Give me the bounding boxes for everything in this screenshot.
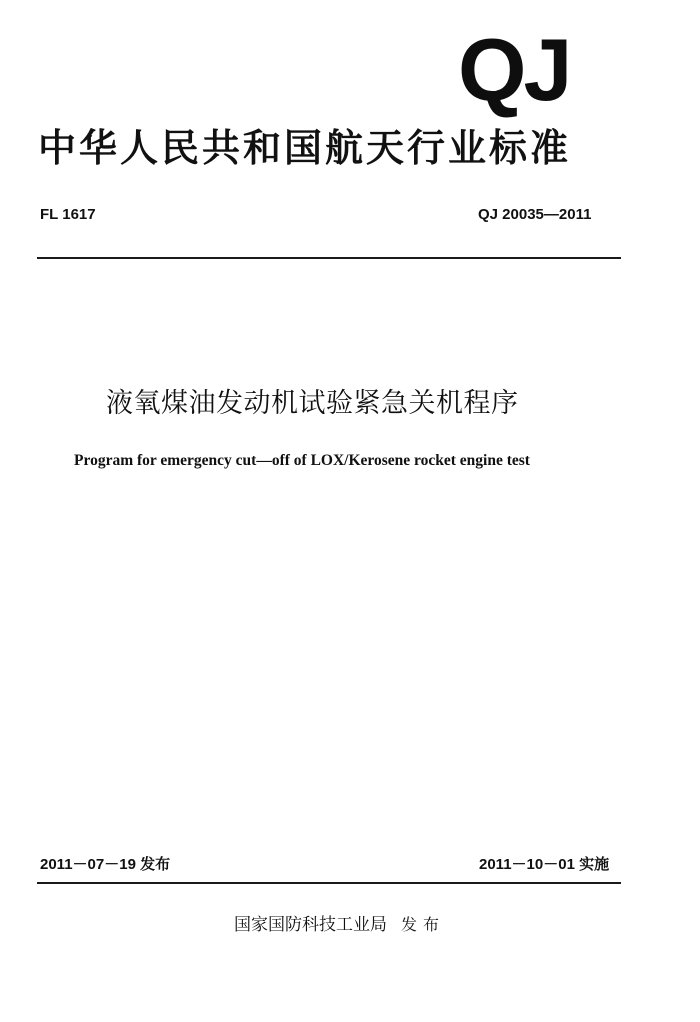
header-divider <box>37 257 621 259</box>
footer-divider <box>37 882 621 884</box>
qj-logo: QJ <box>458 20 570 119</box>
standard-number: QJ 20035—2011 <box>478 206 592 223</box>
classification-code: FL 1617 <box>40 206 96 223</box>
publisher-line <box>234 910 445 935</box>
document-title-english: Program for emergency cut—off of LOX/Kerosene rocket engine test <box>74 452 530 469</box>
document-title-chinese: 液氧煤油发动机试验紧急关机程序 <box>106 388 519 419</box>
publisher-name: 国家国防科技工业局 <box>234 915 387 935</box>
publish-label: 发布 <box>401 915 446 934</box>
implementation-date: 2011－10－01 实施 <box>479 856 610 873</box>
issue-date: 2011－07－19 发布 <box>40 856 171 873</box>
standard-category-title: 中华人民共和国航天行业标准 <box>38 126 572 170</box>
